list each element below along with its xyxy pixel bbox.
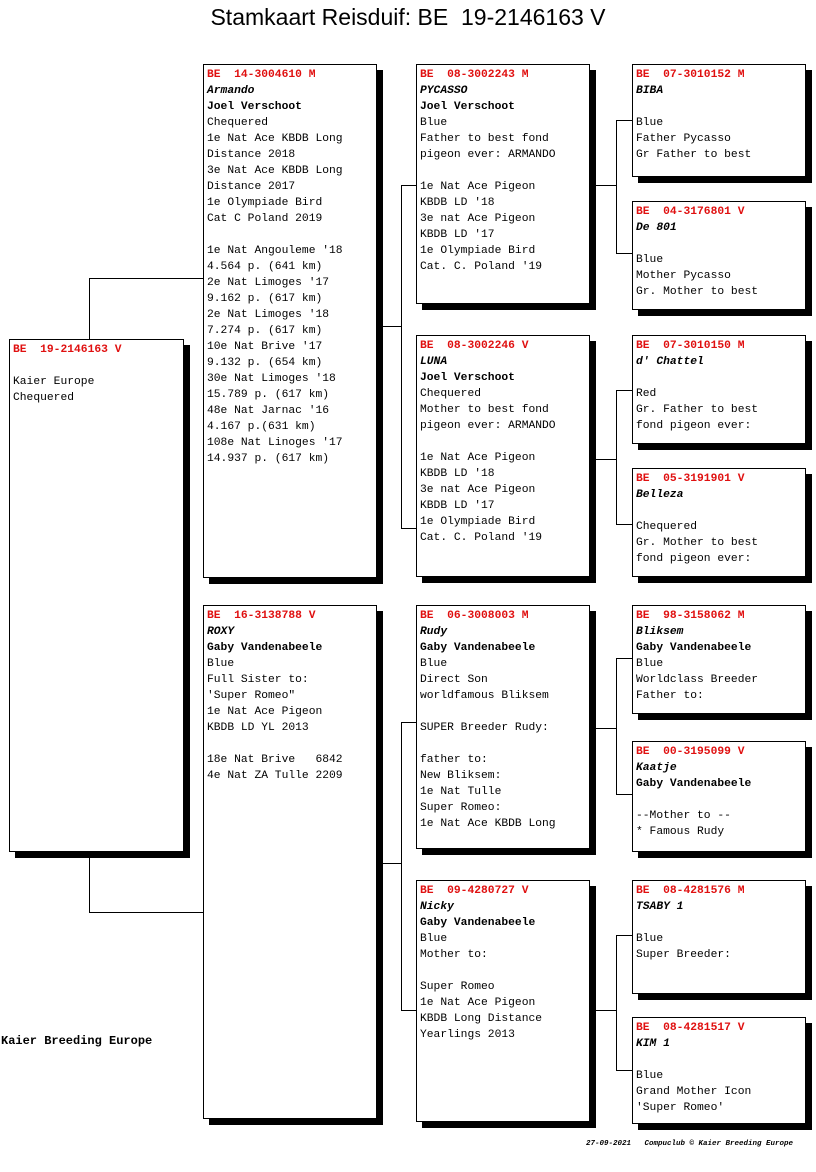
pigeon-card-dam-dam-dam [632,1017,806,1124]
pigeon-card-dam-sire-dam [632,741,806,852]
detail-line: Kaier Europe [13,376,95,388]
detail-line: Blue [207,658,235,670]
detail-line: Yearlings 2013 [420,1029,515,1041]
pigeon-name: Belleza [636,489,684,501]
connector-line [401,722,402,1010]
detail-line: 'Super Romeo' [636,1102,725,1114]
connector-line [89,852,90,912]
connector-line [383,863,401,864]
detail-line: Chequered [13,392,75,404]
detail-line: Blue [636,254,664,266]
page-title: Stamkaart Reisduif: BE 19-2146163 V [210,4,606,30]
detail-line: 2e Nat Limoges '17 [207,277,330,289]
pigeon-card-dam-dam [416,880,590,1122]
detail-line: Direct Son [420,674,488,686]
detail-line: Blue [636,1070,664,1082]
owner-name [636,370,805,386]
detail-line: --Mother to -- [636,810,731,822]
detail-line: Blue [636,933,664,945]
pigeon-details [420,656,589,832]
pigeon-name: Bliksem [636,626,684,638]
detail-line: KBDB LD YL 2013 [207,722,309,734]
detail-line: pigeon ever: ARMANDO [420,420,556,432]
detail-line: 3e nat Ace Pigeon [420,213,536,225]
detail-line: Father Pycasso [636,133,731,145]
pigeon-card-sire-sire-dam [632,201,806,310]
detail-line: Father to: [636,690,704,702]
connector-line [616,120,617,253]
detail-line: KBDB Long Distance [420,1013,543,1025]
detail-line: Cat. C. Poland '19 [420,261,543,273]
print-footer [586,1140,793,1148]
detail-line: Father to best fond [420,133,549,145]
detail-line: 108e Nat Linoges '17 [207,437,343,449]
pigeon-details [13,358,183,406]
connector-line [596,728,616,729]
pigeon-details [207,656,376,784]
print-date: 27-09-2021 [586,1140,632,1148]
connector-line [616,390,617,524]
ring-number: BE 05-3191901 V [636,473,745,485]
pigeon-details [636,656,805,704]
detail-line: Gr. Father to best [636,404,759,416]
connector-line [616,935,617,1070]
detail-line: Blue [420,933,448,945]
detail-line: 4.167 p.(631 km) [207,421,316,433]
connector-line [596,459,616,460]
connector-line [616,658,633,659]
connector-line [401,528,417,529]
detail-line: 9.132 p. (654 km) [207,357,323,369]
detail-line: 'Super Romeo" [207,690,296,702]
detail-line: Full Sister to: [207,674,309,686]
detail-line: Chequered [636,521,698,533]
ring-number: BE 00-3195099 V [636,746,745,758]
pigeon-name: KIM 1 [636,1038,670,1050]
detail-line: fond pigeon ever: [636,553,752,565]
detail-line [420,963,589,979]
detail-line: 1e Nat Ace KBDB Long [420,818,556,830]
detail-line: 1e Nat Tulle [420,786,502,798]
detail-line: 1e Nat Ace Pigeon [420,181,536,193]
pigeon-card-dam-sire-sire [632,605,806,714]
pigeon-name: ROXY [207,626,235,638]
ring-number: BE 16-3138788 V [207,610,316,622]
pigeon-card-dam-sire [416,605,590,849]
connector-line [89,912,204,913]
detail-line: 10e Nat Brive '17 [207,341,323,353]
detail-line [207,736,376,752]
detail-line: Mother Pycasso [636,270,731,282]
owner-name [636,915,805,931]
pigeon-card-sire-dam-sire [632,335,806,444]
detail-line: Blue [420,658,448,670]
detail-line: Mother to: [420,949,488,961]
connector-line [616,794,633,795]
owner-name: Gaby Vandenabeele [420,917,536,929]
detail-line: KBDB LD '18 [420,468,495,480]
detail-line: SUPER Breeder Rudy: [420,722,549,734]
connector-line [616,935,633,936]
pigeon-card-dam [203,605,377,1119]
detail-line: 1e Nat Ace KBDB Long [207,133,343,145]
owner-name: Gaby Vandenabeele [636,642,752,654]
owner-name: Gaby Vandenabeele [207,642,323,654]
detail-line: 2e Nat Limoges '18 [207,309,330,321]
detail-line: 1e Nat Ace Pigeon [420,452,536,464]
pigeon-details [636,115,805,163]
connector-line [596,1010,616,1011]
owner-name [636,503,805,519]
pigeon-details [636,792,805,840]
detail-line: 9.162 p. (617 km) [207,293,323,305]
detail-line: worldfamous Bliksem [420,690,549,702]
ring-number: BE 07-3010150 M [636,340,745,352]
pigeon-name: LUNA [420,356,448,368]
detail-line: pigeon ever: ARMANDO [420,149,556,161]
owner-name: Joel Verschoot [207,101,302,113]
pigeon-card-sire-dam [416,335,590,577]
detail-line: KBDB LD '17 [420,229,495,241]
owner-name [636,1052,805,1068]
detail-line: Cat C Poland 2019 [207,213,323,225]
pigeon-name: Rudy [420,626,448,638]
ring-number: BE 04-3176801 V [636,206,745,218]
pigeon-name: Armando [207,85,255,97]
detail-line: KBDB LD '17 [420,500,495,512]
pigeon-card-subject [9,339,184,852]
pigeon-details [420,386,589,546]
pigeon-name: Nicky [420,901,454,913]
pigeon-card-dam-dam-sire [632,880,806,994]
detail-line: KBDB LD '18 [420,197,495,209]
pigeon-card-sire-sire-sire [632,64,806,177]
pigeon-details [636,931,805,963]
detail-line: Distance 2018 [207,149,296,161]
detail-line: Blue [420,117,448,129]
detail-line: 1e Nat Angouleme '18 [207,245,343,257]
ring-number: BE 19-2146163 V [13,344,122,356]
pigeon-name: BIBA [636,85,664,97]
owner-name [636,236,805,252]
pigeon-name: De 801 [636,222,677,234]
detail-line: Super Romeo: [420,802,502,814]
ring-number: BE 98-3158062 M [636,610,745,622]
pigeon-card-sire-sire [416,64,590,304]
ring-number: BE 08-3002243 M [420,69,529,81]
detail-line: Blue [636,658,664,670]
detail-line [420,736,589,752]
pigeon-details [636,386,805,434]
connector-line [401,185,402,528]
copyright-credit: Compuclub © Kaier Breeding Europe [644,1140,794,1148]
detail-line: 4e Nat ZA Tulle 2209 [207,770,343,782]
pigeon-name: d' Chattel [636,356,704,368]
connector-line [401,185,417,186]
detail-line: 18e Nat Brive 6842 [207,754,343,766]
detail-line: 3e nat Ace Pigeon [420,484,536,496]
pigeon-details [636,252,805,300]
detail-line: 30e Nat Limoges '18 [207,373,336,385]
detail-line: 3e Nat Ace KBDB Long [207,165,343,177]
owner-name: Gaby Vandenabeele [420,642,536,654]
ring-number: BE 09-4280727 V [420,885,529,897]
breeder-signature: Kaier Breeding Europe [1,1034,153,1048]
owner-name [636,99,805,115]
detail-line: Chequered [420,388,482,400]
detail-line: 1e Olympiade Bird [420,245,536,257]
pigeon-name: Kaatje [636,762,677,774]
connector-line [616,390,633,391]
detail-line: Gr. Mother to best [636,286,759,298]
detail-line: father to: [420,754,488,766]
ring-number: BE 06-3008003 M [420,610,529,622]
connector-line [616,1070,633,1071]
connector-line [89,278,90,340]
detail-line: 7.274 p. (617 km) [207,325,323,337]
detail-line: Red [636,388,657,400]
detail-line: 14.937 p. (617 km) [207,453,330,465]
detail-line: * Famous Rudy [636,826,725,838]
detail-line [420,704,589,720]
detail-line [207,227,376,243]
detail-line: 1e Nat Ace Pigeon [420,997,536,1009]
detail-line: Blue [636,117,664,129]
owner-name: Joel Verschoot [420,372,515,384]
ring-number: BE 08-3002246 V [420,340,529,352]
detail-line: 1e Olympiade Bird [420,516,536,528]
pigeon-details [420,931,589,1043]
detail-line: New Bliksem: [420,770,502,782]
pigeon-details [636,519,805,567]
detail-line: Super Romeo [420,981,495,993]
detail-line: Mother to best fond [420,404,549,416]
detail-line: Chequered [207,117,269,129]
ring-number: BE 07-3010152 M [636,69,745,81]
ring-number: BE 08-4281576 M [636,885,745,897]
connector-line [596,185,616,186]
owner-name: Gaby Vandenabeele [636,778,752,790]
detail-line: Distance 2017 [207,181,296,193]
connector-line [616,120,633,121]
connector-line [401,722,417,723]
connector-line [383,326,401,327]
detail-line: Gr Father to best [636,149,752,161]
detail-line: fond pigeon ever: [636,420,752,432]
detail-line: 1e Olympiade Bird [207,197,323,209]
detail-line: 4.564 p. (641 km) [207,261,323,273]
detail-line: Cat. C. Poland '19 [420,532,543,544]
detail-line: Worldclass Breeder [636,674,759,686]
owner-name: Joel Verschoot [420,101,515,113]
detail-line: Grand Mother Icon [636,1086,752,1098]
pigeon-card-sire [203,64,377,578]
detail-line [13,358,183,374]
detail-line: Gr. Mother to best [636,537,759,549]
ring-number: BE 14-3004610 M [207,69,316,81]
pigeon-name: PYCASSO [420,85,468,97]
detail-line [420,434,589,450]
connector-line [616,253,633,254]
connector-line [616,658,617,794]
detail-line: 1e Nat Ace Pigeon [207,706,323,718]
detail-line: 48e Nat Jarnac '16 [207,405,330,417]
detail-line [636,792,805,808]
pigeon-details [207,115,376,467]
pigeon-name: TSABY 1 [636,901,684,913]
connector-line [401,1010,417,1011]
connector-line [616,524,633,525]
pigeon-details [420,115,589,275]
connector-line [89,278,204,279]
detail-line: 15.789 p. (617 km) [207,389,330,401]
pigeon-details [636,1068,805,1116]
detail-line: Super Breeder: [636,949,731,961]
detail-line [420,163,589,179]
ring-number: BE 08-4281517 V [636,1022,745,1034]
pigeon-card-sire-dam-dam [632,468,806,577]
